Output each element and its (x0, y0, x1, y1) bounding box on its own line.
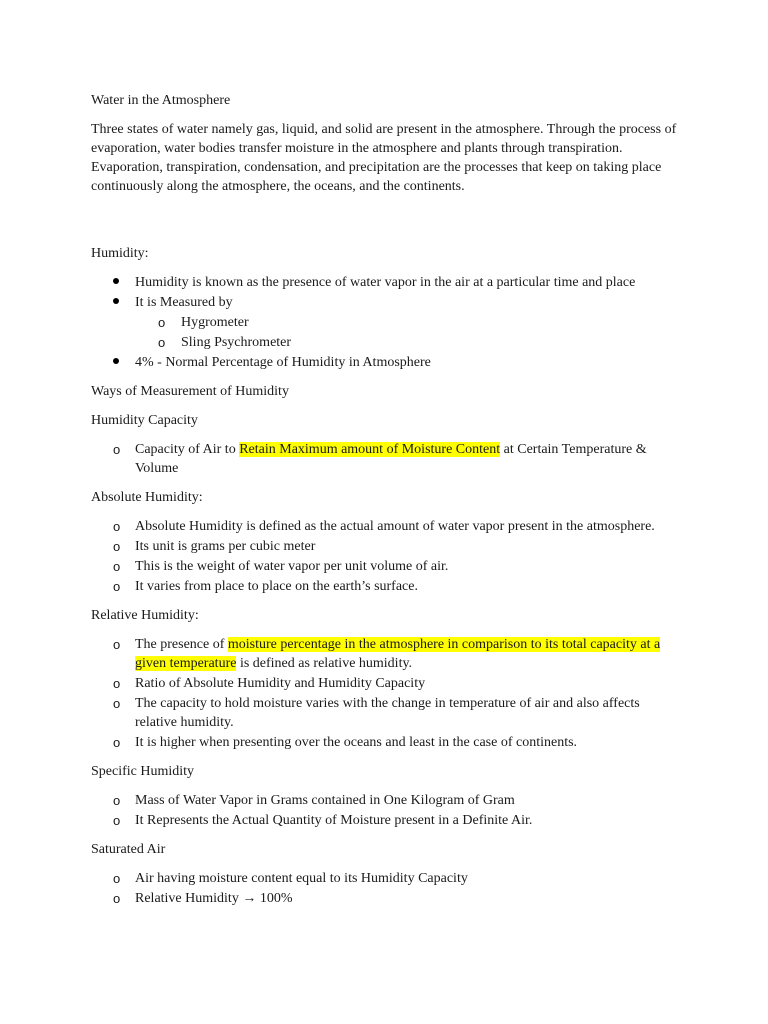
circle-bullet-icon: o (113, 891, 121, 906)
list-item: o It Represents the Actual Quantity of Moisture present in a Definite Air. (113, 813, 533, 828)
list-item: o Absolute Humidity is defined as the actual amount of water vapor present in the atmosphere. (113, 519, 655, 534)
circle-bullet-icon: o (113, 735, 121, 750)
saturated-list (91, 869, 681, 908)
measurement-instruments-list (135, 313, 681, 352)
circle-bullet-icon: o (113, 813, 121, 828)
document-title: Water in the Atmosphere (91, 93, 231, 108)
circle-bullet-icon: o (113, 579, 121, 594)
bullet-icon (113, 273, 127, 292)
circle-bullet-icon: o (113, 519, 121, 534)
circle-bullet-icon: o (113, 676, 121, 691)
list-item: 4% - Normal Percentage of Humidity in Atmosphere (91, 353, 681, 372)
relative-list (91, 635, 681, 752)
bullet-icon (113, 293, 127, 312)
list-item: o Sling Psychrometer (158, 335, 292, 350)
list-item: o This is the weight of water vapor per unit volume of air. (113, 559, 449, 574)
specific-list (91, 791, 681, 830)
circle-bullet-icon: o (158, 335, 166, 350)
circle-bullet-icon: o (113, 442, 121, 457)
specific-heading: Specific Humidity (91, 764, 195, 779)
list-item: o The capacity to hold moisture varies with the change in temperature of air and also affects relative humidity. (113, 696, 640, 730)
list-item: o It varies from place to place on the earth’s surface. (113, 579, 418, 594)
circle-bullet-icon: o (113, 637, 121, 652)
list-item: o Its unit is grams per cubic meter (113, 539, 316, 554)
list-item: Humidity is known as the presence of water vapor in the air at a particular time and place (91, 273, 681, 292)
spacer (91, 206, 681, 244)
ways-heading: Ways of Measurement of Humidity (91, 384, 289, 399)
circle-bullet-icon: o (113, 559, 121, 574)
capacity-list (91, 440, 681, 478)
saturated-heading: Saturated Air (91, 842, 166, 857)
list-item: o Capacity of Air to Retain Maximum amount of Moisture Content at Certain Temperature & Volume (113, 442, 647, 476)
list-item: o Mass of Water Vapor in Grams contained in One Kilogram of Gram (113, 793, 515, 808)
list-item: It is Measured by o Hygrometer o Sling Psychrometer (91, 293, 681, 352)
arrow-right-icon: → (242, 891, 257, 906)
document-page (91, 91, 681, 918)
list-item: o Air having moisture content equal to its Humidity Capacity (113, 871, 468, 886)
list-item: o Hygrometer (158, 315, 249, 330)
circle-bullet-icon: o (113, 696, 121, 711)
list-item: o The presence of moisture percentage in the atmosphere in comparison to its total capacity at a given temperature is defined as relative humidity. (113, 637, 661, 671)
bullet-icon (113, 353, 127, 372)
capacity-heading: Humidity Capacity (91, 413, 198, 428)
circle-bullet-icon: o (113, 793, 121, 808)
highlighted-text: moisture percentage in the atmosphere in comparison to its total capacity at a given temperature (135, 637, 661, 671)
absolute-list (91, 517, 681, 596)
list-item: o Relative Humidity → 100% (113, 891, 293, 906)
absolute-heading: Absolute Humidity: (91, 490, 203, 505)
humidity-heading: Humidity: (91, 246, 149, 261)
humidity-list (91, 273, 681, 372)
highlighted-text: Retain Maximum amount of Moisture Content (239, 442, 501, 457)
list-item: o It is higher when presenting over the oceans and least in the case of continents. (113, 735, 578, 750)
circle-bullet-icon: o (158, 315, 166, 330)
circle-bullet-icon: o (113, 871, 121, 886)
relative-heading: Relative Humidity: (91, 608, 199, 623)
circle-bullet-icon: o (113, 539, 121, 554)
list-item: o Ratio of Absolute Humidity and Humidity Capacity (113, 676, 426, 691)
intro-paragraph: Three states of water namely gas, liquid, and solid are present in the atmosphere. Through the process of evaporation, water bodies transfer moisture in the atmosphere and plants through transpiration. Evaporation, transpiration, condensation, and precipitation are the processes that keep on taking place continuously along the atmosphere, the oceans, and the continents. (91, 122, 677, 194)
